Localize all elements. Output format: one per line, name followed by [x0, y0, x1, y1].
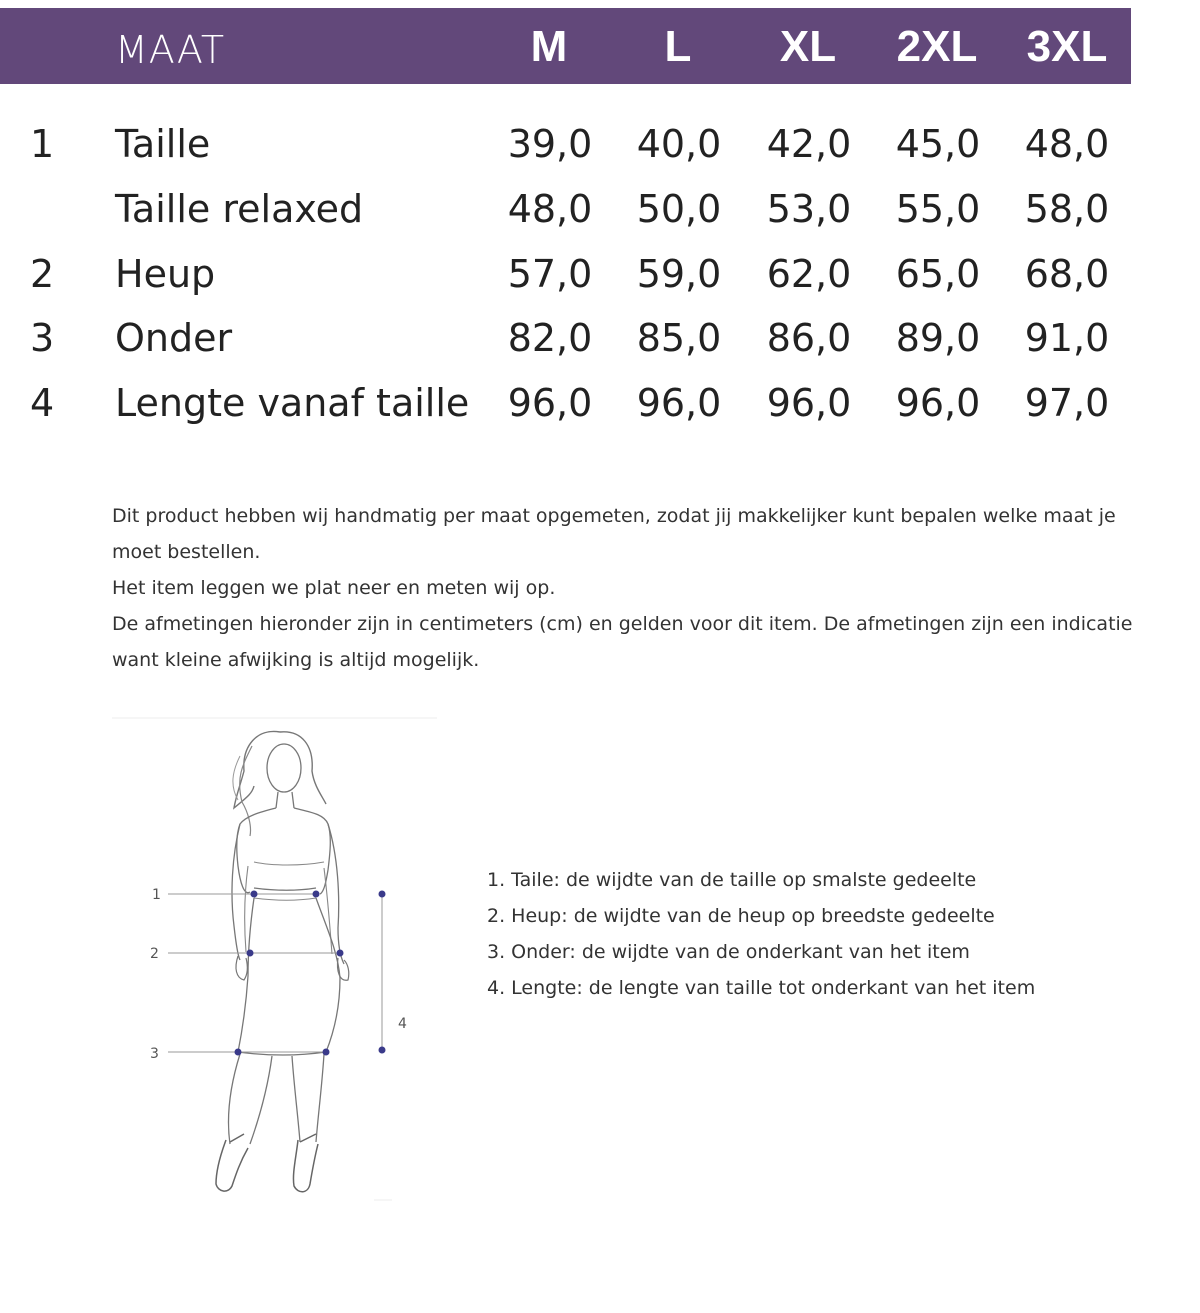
size-row-onder — [0, 316, 1200, 376]
row-label: Onder — [115, 316, 233, 360]
marker-dot — [235, 1049, 242, 1056]
row-number: 2 — [30, 252, 55, 296]
legend-item: 2. Heup: de wijdte van de heup op breedste gedeelte — [487, 905, 995, 927]
measurement-description — [112, 498, 1142, 678]
value-cell: 86,0 — [766, 316, 852, 360]
legend-item: 4. Lengte: de lengte van taille tot onderkant van het item — [487, 977, 1036, 999]
marker-dot — [247, 950, 254, 957]
value-cell: 62,0 — [766, 252, 852, 296]
value-cell: 96,0 — [766, 381, 852, 425]
marker-1-label: 1 — [152, 887, 161, 903]
value-cell: 91,0 — [1024, 316, 1110, 360]
size-head-3xl: 3XL — [1026, 22, 1108, 71]
size-head-xl: XL — [779, 22, 837, 71]
value-cell: 48,0 — [1024, 122, 1110, 166]
marker-2-label: 2 — [150, 946, 159, 962]
value-cell: 58,0 — [1024, 187, 1110, 231]
value-cell: 68,0 — [1024, 252, 1110, 296]
size-header-bar — [0, 8, 1131, 84]
value-cell: 39,0 — [507, 122, 593, 166]
value-cell: 97,0 — [1024, 381, 1110, 425]
size-row-taille — [0, 122, 1200, 182]
measurement-legend — [487, 862, 1035, 1006]
marker-dot — [313, 891, 320, 898]
value-cell: 59,0 — [636, 252, 722, 296]
value-cell: 50,0 — [636, 187, 722, 231]
size-head-m: M — [530, 22, 568, 71]
value-cell: 42,0 — [766, 122, 852, 166]
description-paragraph: Het item leggen we plat neer en meten wij op. — [112, 577, 556, 599]
marker-dot — [323, 1049, 330, 1056]
row-label: Heup — [115, 252, 216, 296]
marker-dot — [251, 891, 258, 898]
marker-4-label: 4 — [398, 1016, 407, 1032]
row-label: Taille — [115, 122, 211, 166]
value-cell: 55,0 — [895, 187, 981, 231]
row-label: Taille relaxed — [115, 187, 364, 231]
value-cell: 40,0 — [636, 122, 722, 166]
legend-item: 1. Taile: de wijdte van de taille op smalste gedeelte — [487, 869, 977, 891]
marker-dot — [379, 891, 386, 898]
value-cell: 65,0 — [895, 252, 981, 296]
marker-dot — [379, 1047, 386, 1054]
marker-dot — [337, 950, 344, 957]
size-row-lengte — [0, 381, 1200, 441]
value-cell: 82,0 — [507, 316, 593, 360]
value-cell: 53,0 — [766, 187, 852, 231]
marker-3-label: 3 — [150, 1046, 159, 1062]
description-paragraph: De afmetingen hieronder zijn in centimeters (cm) en gelden voor dit item. De afmetingen zijn een indicatie want kleine afwijking is altijd mogelijk. — [112, 613, 1133, 671]
size-header-label: MAAT — [115, 28, 226, 72]
figure-svg — [112, 716, 442, 1206]
value-cell: 85,0 — [636, 316, 722, 360]
value-cell: 96,0 — [636, 381, 722, 425]
size-row-heup — [0, 252, 1200, 312]
row-number: 3 — [30, 316, 55, 360]
size-head-l: L — [664, 22, 692, 71]
size-row-taille-relaxed — [0, 187, 1200, 247]
row-label: Lengte vanaf taille — [115, 381, 470, 425]
value-cell: 57,0 — [507, 252, 593, 296]
value-cell: 45,0 — [895, 122, 981, 166]
row-number: 4 — [30, 381, 55, 425]
size-head-2xl: 2XL — [896, 22, 978, 71]
value-cell: 96,0 — [507, 381, 593, 425]
value-cell: 96,0 — [895, 381, 981, 425]
description-paragraph: Dit product hebben wij handmatig per maat opgemeten, zodat jij makkelijker kunt bepalen welke maat je moet bestellen. — [112, 505, 1116, 563]
value-cell: 48,0 — [507, 187, 593, 231]
value-cell: 89,0 — [895, 316, 981, 360]
row-number: 1 — [30, 122, 55, 166]
legend-item: 3. Onder: de wijdte van de onderkant van het item — [487, 941, 970, 963]
woman-skirt-measurement-illustration — [112, 716, 442, 1206]
